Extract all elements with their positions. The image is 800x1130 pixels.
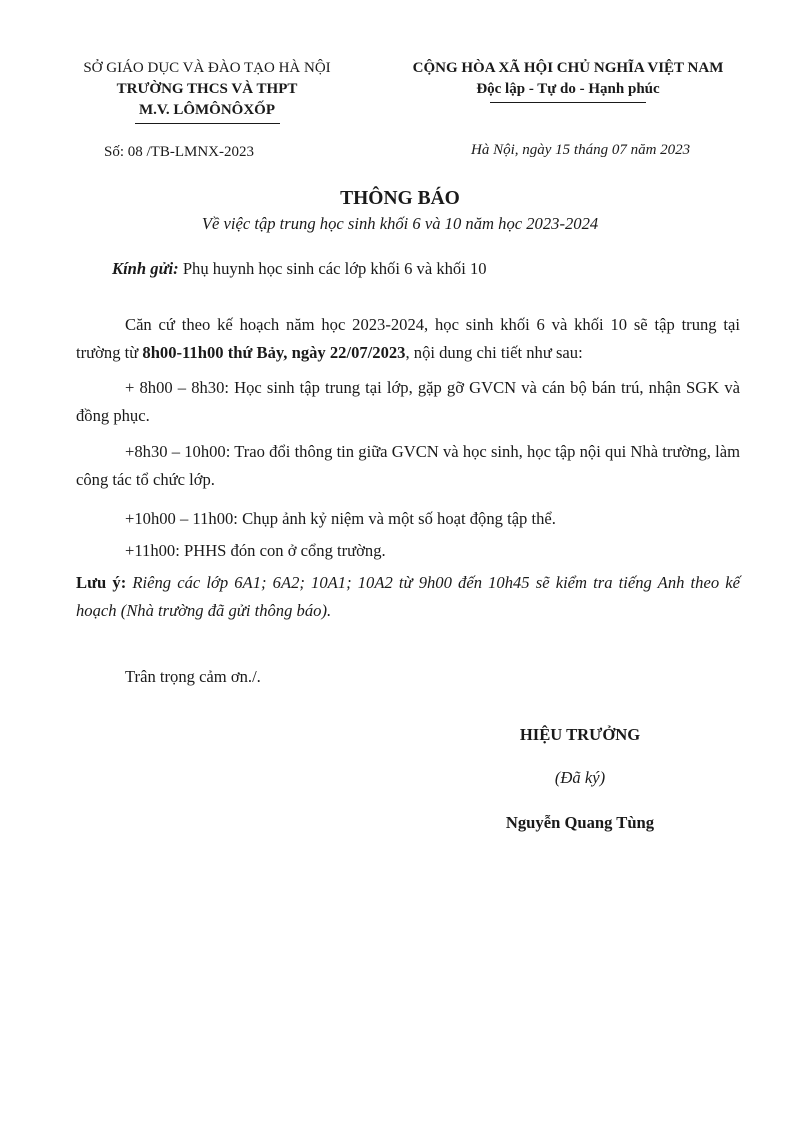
signature-status: (Đã ký)	[554, 768, 606, 787]
school-name-underline	[135, 123, 280, 124]
closing-text: Trân trọng cảm ơn./.	[125, 667, 261, 686]
schedule-item: +8h30 – 10h00: Trao đổi thông tin giữa GVCN và học sinh, học tập nội qui Nhà trường, làm công tác tổ chức lớp.	[76, 442, 740, 489]
signature-role: HIỆU TRƯỞNG	[519, 725, 641, 744]
motto-underline	[490, 102, 646, 103]
school-name-line2: M.V. LÔMÔNÔXỐP	[139, 102, 275, 118]
intro-text-2: , nội dung chi tiết như sau:	[405, 343, 583, 362]
national-motto: Độc lập - Tự do - Hạnh phúc	[476, 81, 660, 97]
schedule-item: +10h00 – 11h00: Chụp ảnh kỷ niệm và một số hoạt động tập thể.	[125, 509, 556, 528]
date-place: Hà Nội, ngày 15 tháng 07 năm 2023	[471, 142, 691, 158]
recipient-text: Phụ huynh học sinh các lớp khối 6 và khối 10	[182, 259, 487, 278]
note-text: Riêng các lớp 6A1; 6A2; 10A1; 10A2 từ 9h00 đến 10h45 sẽ kiểm tra tiếng Anh theo kế hoạch (Nhà trường đã gửi thông báo).	[76, 573, 740, 620]
note-label: Lưu ý:	[76, 573, 127, 592]
document-number: Số: 08 /TB-LMNX-2023	[104, 144, 254, 160]
school-name-line1: TRƯỜNG THCS VÀ THPT	[116, 81, 298, 97]
intro-paragraph	[76, 311, 740, 367]
document-title: THÔNG BÁO	[340, 188, 460, 209]
note-paragraph	[76, 569, 740, 625]
intro-bold-time: 8h00-11h00 thứ Bảy, ngày 22/07/2023	[142, 343, 406, 362]
intro-text-1: Căn cứ theo kế hoạch năm học 2023-2024, học sinh khối 6 và khối 10 sẽ tập trung tại trường từ	[76, 315, 740, 362]
signatory-name: Nguyễn Quang Tùng	[505, 813, 655, 832]
schedule-item: +11h00: PHHS đón con ở cổng trường.	[125, 541, 386, 560]
recipient-line	[112, 259, 487, 279]
document-subtitle: Về việc tập trung học sinh khối 6 và 10 năm học 2023-2024	[201, 214, 599, 233]
schedule-item: + 8h00 – 8h30: Học sinh tập trung tại lớp, gặp gỡ GVCN và cán bộ bán trú, nhận SGK và đồng phục.	[76, 378, 740, 425]
recipient-label: Kính gửi:	[112, 259, 179, 278]
agency-name: SỞ GIÁO DỤC VÀ ĐÀO TẠO HÀ NỘI	[83, 60, 331, 76]
republic-name: CỘNG HÒA XÃ HỘI CHỦ NGHĨA VIỆT NAM	[412, 60, 724, 76]
